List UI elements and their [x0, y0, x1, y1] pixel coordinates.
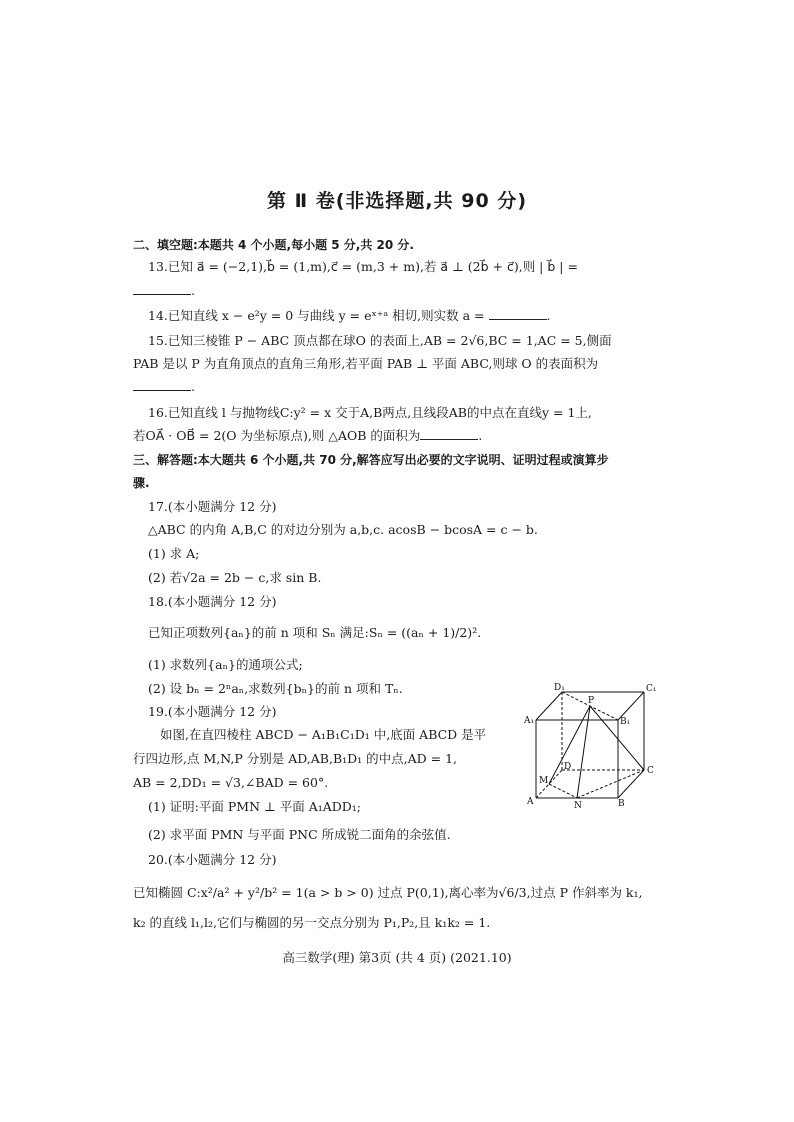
- question-16-line-2: 若OA⃗ · OB⃗ = 2(O 为坐标原点),则 △AOB 的面积为 .: [133, 428, 483, 443]
- prism-figure: [522, 682, 662, 812]
- question-19-part-2: (2) 求平面 PMN 与平面 PNC 所成锐二面角的余弦值.: [148, 827, 451, 842]
- edge-b-c: [618, 770, 644, 798]
- question-20-line-2: k₂ 的直线 l₁,l₂,它们与椭圆的另一交点分别为 P₁,P₂,且 k₁k₂ = 1.: [133, 915, 491, 930]
- question-19-line-1: 如图,在直四棱柱 ABCD − A₁B₁C₁D₁ 中,底面 ABCD 是平: [160, 727, 487, 742]
- question-18-part-2: (2) 设 bₙ = 2ⁿaₙ,求数列{bₙ}的前 n 项和 Tₙ.: [148, 681, 403, 696]
- seg-m-n-hidden: [549, 784, 577, 798]
- question-15-line-2: PAB 是以 P 为直角顶点的直角三角形,若平面 PAB ⊥ 平面 ABC,则球 O 的表面积为: [133, 356, 599, 371]
- question-16-line-1: 16.已知直线 l 与抛物线C:y² = x 交于A,B两点,且线段AB的中点在直线y = 1上,: [148, 405, 592, 420]
- label-n: N: [574, 801, 582, 811]
- question-16-text: 若OA⃗ · OB⃗ = 2(O 为坐标原点),则 △AOB 的面积为: [133, 428, 421, 443]
- question-19-heading: 19.(本小题满分 12 分): [148, 704, 277, 719]
- label-c1: C₁: [646, 684, 657, 694]
- question-17-stem: △ABC 的内角 A,B,C 的对边分别为 a,b,c. acosB − bcosA = c − b.: [148, 522, 538, 537]
- label-m: M: [539, 776, 549, 786]
- question-14: 14.已知直线 x − e²y = 0 与曲线 y = eˣ⁺ᵃ 相切,则实数 a = .: [148, 308, 551, 323]
- question-19-line-3: AB = 2,DD₁ = √3,∠BAD = 60°.: [133, 775, 329, 790]
- answer-blank: .: [133, 378, 195, 396]
- label-b1: B₁: [620, 717, 631, 727]
- label-a1: A₁: [524, 716, 535, 726]
- seg-p-m: [549, 706, 590, 784]
- label-d1: D₁: [554, 683, 565, 693]
- question-13: 13.已知 a⃗ = (−2,1),b⃗ = (1,m),c⃗ = (m,3 + m),若 a⃗ ⊥ (2b⃗ + c⃗),则 | b⃗ | =: [148, 259, 578, 274]
- label-p: P: [588, 696, 595, 706]
- section-solve-heading-cont: 骤.: [133, 476, 150, 490]
- seg-n-c-hidden: [577, 770, 644, 798]
- label-d: D: [564, 762, 572, 772]
- label-c: C: [647, 766, 654, 776]
- section-solve-heading: 三、解答题:本大题共 6 个小题,共 70 分,解答应写出必要的文字说明、证明过程或演算步: [133, 453, 609, 467]
- question-18-part-1: (1) 求数列{aₙ}的通项公式;: [148, 657, 303, 672]
- edge-d1-a1: [536, 692, 562, 720]
- label-b: B: [618, 799, 625, 809]
- question-20-heading: 20.(本小题满分 12 分): [148, 852, 277, 867]
- question-14-text: 14.已知直线 x − e²y = 0 与曲线 y = eˣ⁺ᵃ 相切,则实数 a =: [148, 308, 485, 323]
- edge-c1-b1: [618, 692, 644, 720]
- question-15-line-1: 15.已知三棱锥 P − ABC 顶点都在球O 的表面上,AB = 2√6,BC = 1,AC = 5,侧面: [148, 333, 612, 348]
- question-17-part-2: (2) 若√2a = 2b − c,求 sin B.: [148, 570, 322, 585]
- question-17-part-1: (1) 求 A;: [148, 546, 200, 561]
- label-a: A: [527, 797, 534, 807]
- question-19-line-2: 行四边形,点 M,N,P 分别是 AD,AB,B₁D₁ 的中点,AD = 1,: [133, 751, 458, 766]
- question-18-heading: 18.(本小题满分 12 分): [148, 594, 277, 609]
- question-20-line-1: 已知椭圆 C:x²/a² + y²/b² = 1(a > b > 0) 过点 P(0,1),离心率为√6/3,过点 P 作斜率为 k₁,: [133, 885, 643, 900]
- answer-blank: [420, 427, 478, 440]
- question-19-part-1: (1) 证明:平面 PMN ⊥ 平面 A₁ADD₁;: [148, 799, 362, 814]
- question-18-stem: 已知正项数列{aₙ}的前 n 项和 Sₙ 满足:Sₙ = ((aₙ + 1)/2)².: [148, 625, 482, 640]
- question-17-heading: 17.(本小题满分 12 分): [148, 499, 277, 514]
- answer-blank: [489, 307, 547, 320]
- page-footer: 高三数学(理) 第3页 (共 4 页) (2021.10): [282, 950, 512, 965]
- page-title: 第 Ⅱ 卷(非选择题,共 90 分): [267, 190, 527, 212]
- section-fill-in-heading: 二、填空题:本题共 4 个小题,每小题 5 分,共 20 分.: [133, 238, 414, 252]
- seg-p-c: [590, 706, 644, 770]
- answer-blank: .: [133, 282, 195, 300]
